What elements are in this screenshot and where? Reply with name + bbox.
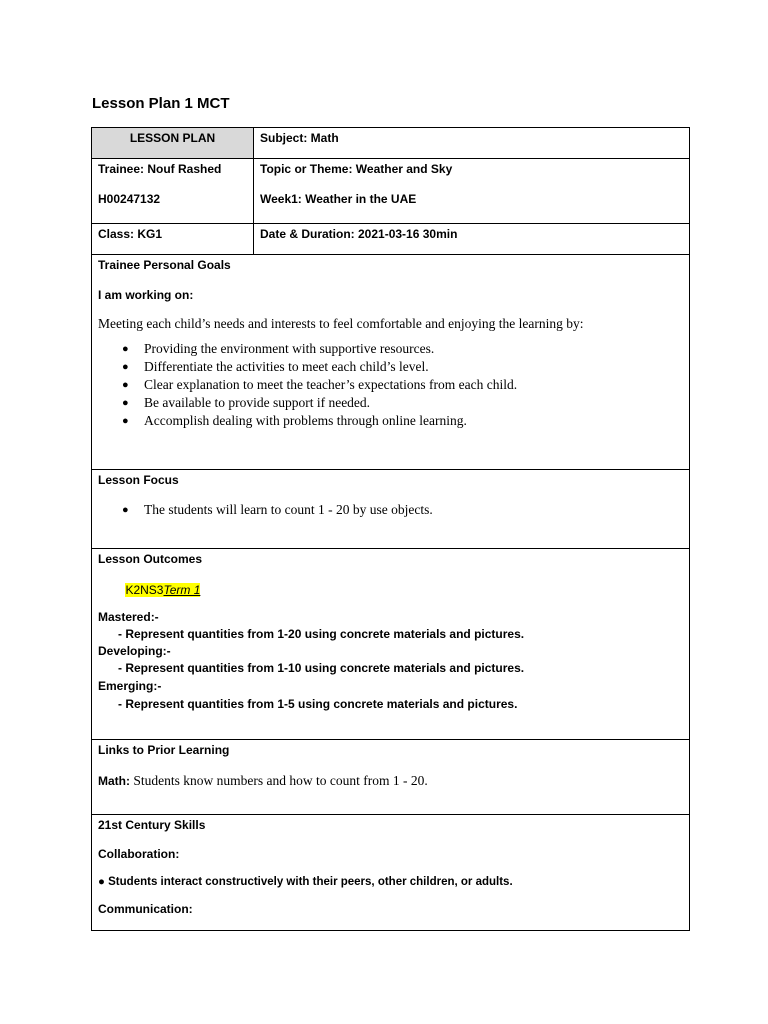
list-item: ● Accomplish dealing with problems through online learning. [122, 412, 683, 430]
goals-intro: Meeting each child’s needs and interests to feel comfortable and enjoying the learning by: [98, 316, 584, 331]
table-row [92, 815, 690, 931]
table-row [92, 128, 690, 159]
list-item: ● The students will learn to count 1 - 20 by use objects. [122, 501, 683, 519]
trainee-cell [92, 159, 254, 224]
list-item: ● Clear explanation to meet the teacher’s expectations from each child. [122, 376, 683, 394]
goals-list [98, 340, 683, 430]
developing-text: - Represent quantities from 1-10 using concrete materials and pictures. [118, 661, 525, 675]
working-on-label: I am working on: [98, 288, 194, 302]
list-item: ● Differentiate the activities to meet each child’s level. [122, 358, 683, 376]
mastered-label: Mastered:- [98, 610, 159, 624]
table-row [92, 224, 690, 255]
emerging-label: Emerging:- [98, 679, 162, 693]
lesson-focus-heading: Lesson Focus [98, 473, 179, 487]
class-label: Class: KG1 [98, 227, 163, 241]
math-label: Math: [98, 774, 130, 788]
list-item: ● Be available to provide support if needed. [122, 394, 683, 412]
prior-learning-heading: Links to Prior Learning [98, 743, 230, 757]
collaboration-item: ● Students interact constructively with their peers, other children, or adults. [98, 876, 513, 888]
prior-learning-cell [92, 740, 690, 815]
century-skills-heading: 21st Century Skills [98, 818, 206, 832]
lesson-outcomes-cell [92, 549, 690, 740]
table-row [92, 740, 690, 815]
communication-label: Communication: [98, 902, 193, 916]
focus-list [98, 501, 683, 519]
date-cell [254, 224, 690, 255]
topic-cell [254, 159, 690, 224]
lesson-plan-table [91, 127, 690, 931]
outcome-code: K2NS3 [125, 583, 164, 597]
outcome-code-line [98, 566, 683, 599]
trainee-id: H00247132 [98, 192, 161, 206]
developing-label: Developing:- [98, 644, 171, 658]
list-item: ● Providing the environment with supportive resources. [122, 340, 683, 358]
table-row [92, 159, 690, 224]
lesson-focus-cell [92, 470, 690, 549]
lesson-plan-label: LESSON PLAN [129, 131, 216, 145]
outcome-term: Term 1 [163, 583, 201, 597]
class-cell [92, 224, 254, 255]
week-label: Week1: Weather in the UAE [260, 192, 417, 206]
mastered-text: - Represent quantities from 1-20 using concrete materials and pictures. [118, 627, 525, 641]
prior-learning-line [98, 757, 683, 790]
lesson-plan-header-cell [92, 128, 254, 159]
subject-label: Subject: Math [260, 131, 339, 145]
table-row [92, 255, 690, 470]
math-text: Students know numbers and how to count from 1 - 20. [130, 773, 428, 788]
lesson-outcomes-heading: Lesson Outcomes [98, 552, 203, 566]
emerging-text: - Represent quantities from 1-5 using concrete materials and pictures. [118, 697, 518, 711]
personal-goals-cell [92, 255, 690, 470]
collaboration-label: Collaboration: [98, 847, 180, 861]
table-row [92, 549, 690, 740]
subject-cell [254, 128, 690, 159]
trainee-name: Trainee: Nouf Rashed [98, 162, 222, 176]
personal-goals-heading: Trainee Personal Goals [98, 258, 231, 272]
date-duration-label: Date & Duration: 2021-03-16 30min [260, 227, 458, 241]
century-skills-cell [92, 815, 690, 931]
table-row [92, 470, 690, 549]
topic-label: Topic or Theme: Weather and Sky [260, 162, 453, 176]
document-title: Lesson Plan 1 MCT [92, 95, 230, 112]
